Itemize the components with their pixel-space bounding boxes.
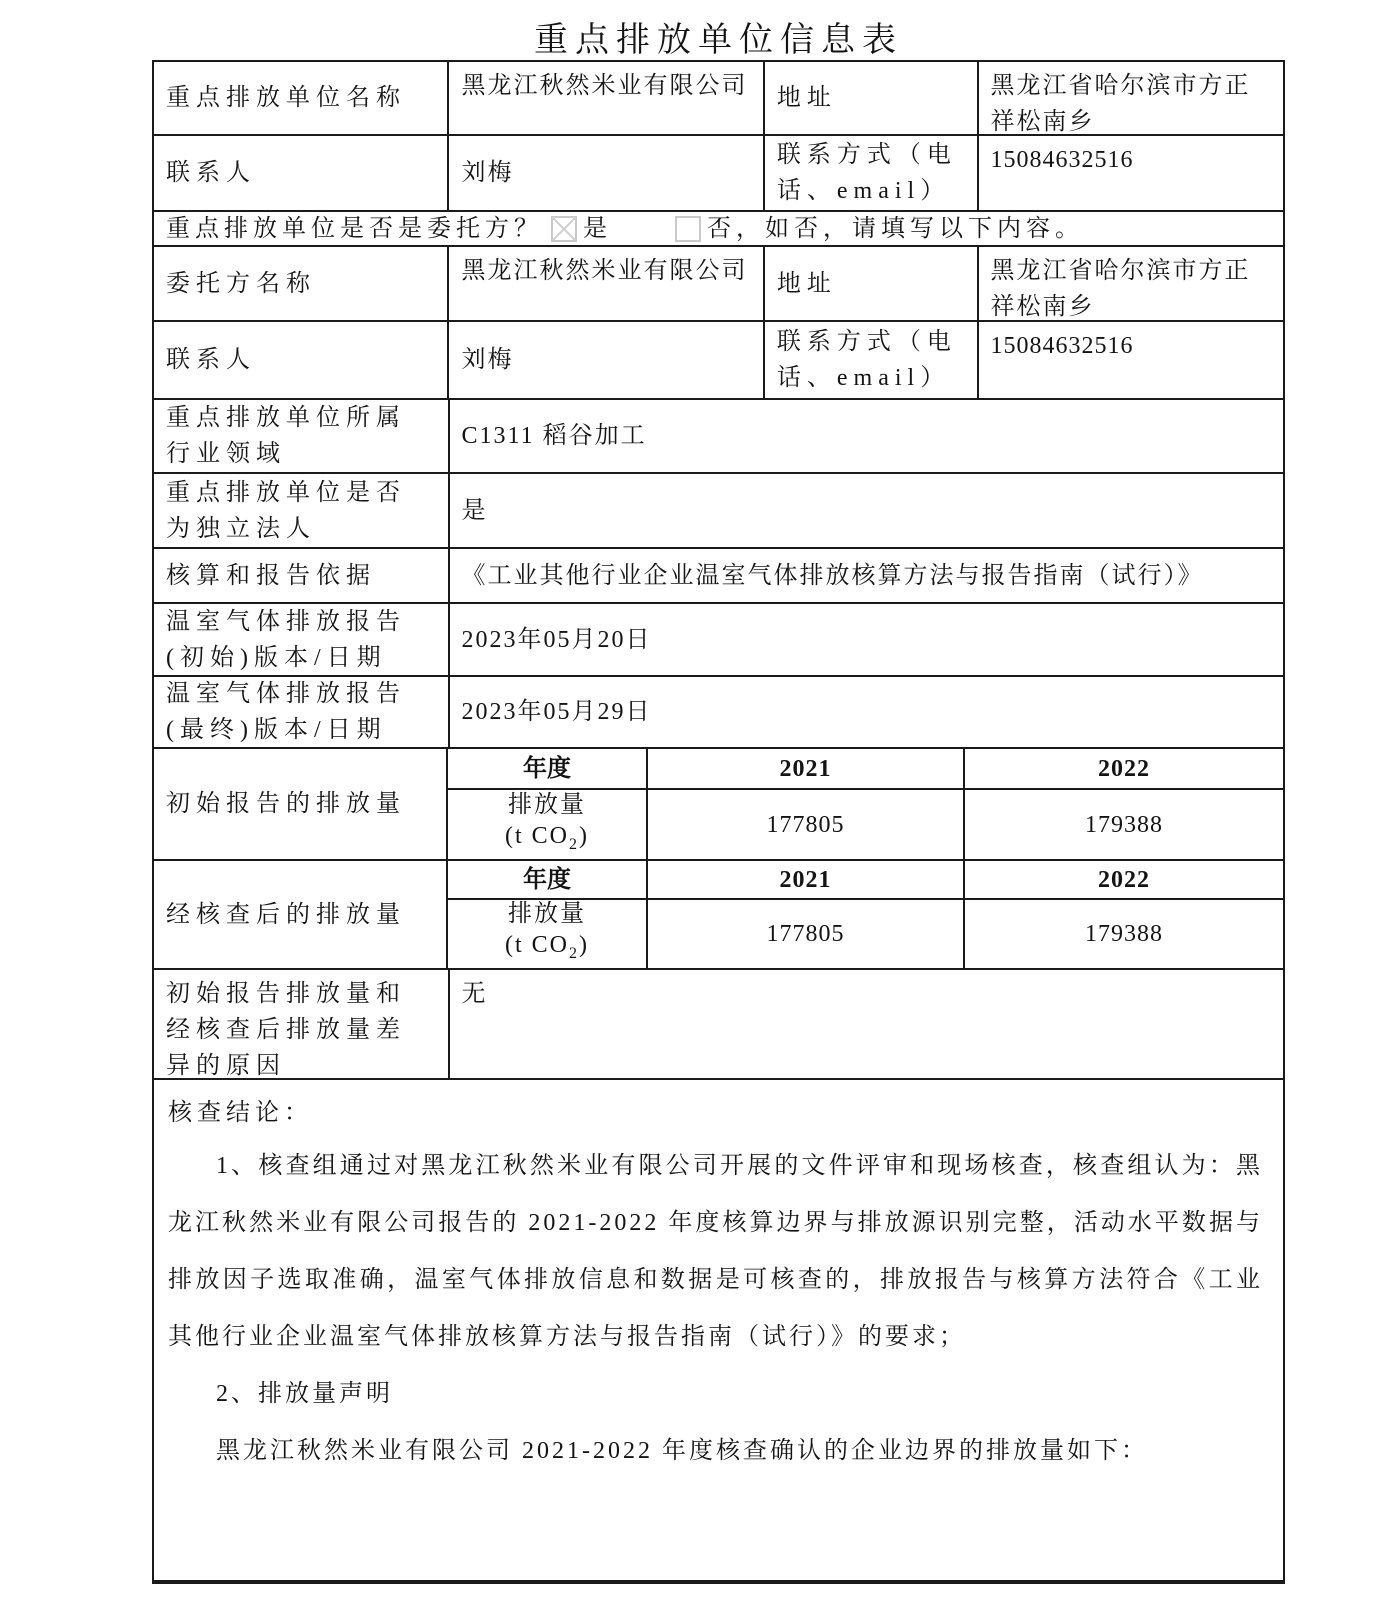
amount-label: 排放量	[508, 901, 586, 928]
table-row	[154, 970, 1285, 1080]
client-contact-method-label: 联系方式（电话、email）	[765, 322, 979, 400]
unit-address-label: 地址	[765, 62, 979, 136]
industry-label: 重点排放单位所属行业领域	[154, 400, 450, 474]
unit-name-label: 重点排放单位名称	[154, 62, 449, 136]
initial-emissions-2021: 177805	[648, 790, 965, 861]
table-row	[154, 474, 1285, 549]
year-2021-header: 2021	[648, 749, 965, 790]
table-row	[154, 322, 1285, 400]
client-address-value: 黑龙江省哈尔滨市方正祥松南乡	[979, 247, 1285, 322]
table-row	[154, 247, 1285, 322]
industry-value: C1311 稻谷加工	[450, 400, 1286, 474]
amount-label: 排放量	[508, 791, 586, 818]
amount-row	[448, 790, 1285, 861]
client-address-label: 地址	[765, 247, 979, 322]
info-table	[152, 60, 1285, 1584]
unit-contact-label: 联系人	[154, 136, 449, 212]
verified-emissions-2022: 179388	[965, 900, 1285, 970]
client-name-value: 黑龙江秋然米业有限公司	[449, 247, 764, 322]
report-final-label: 温室气体排放报告(最终)版本/日期	[154, 677, 450, 749]
conclusion-heading: 核查结论：	[168, 1100, 313, 1126]
amount-header	[448, 900, 648, 970]
amount-unit: (t $CO_2$)	[505, 822, 589, 853]
table-row	[154, 400, 1285, 474]
year-header: 年度	[448, 861, 648, 900]
legal-person-label: 重点排放单位是否为独立法人	[154, 474, 450, 549]
table-row	[154, 749, 1285, 861]
difference-value: 无	[450, 970, 1286, 1080]
amount-row	[448, 900, 1285, 970]
conclusion-cell	[154, 1080, 1285, 1580]
legal-person-value: 是	[450, 474, 1286, 549]
initial-emissions-2022: 179388	[965, 790, 1285, 861]
initial-emissions-label: 初始报告的排放量	[154, 749, 448, 861]
table-row	[154, 62, 1285, 136]
basis-label: 核算和报告依据	[154, 549, 450, 604]
difference-label: 初始报告排放量和经核查后排放量差异的原因	[154, 970, 450, 1080]
verified-emissions-label: 经核查后的排放量	[154, 861, 448, 970]
table-row	[154, 604, 1285, 677]
unit-address-value: 黑龙江省哈尔滨市方正祥松南乡	[979, 62, 1285, 136]
amount-header	[448, 790, 648, 861]
unit-phone-value: 15084632516	[979, 136, 1285, 212]
year-2022-header: 2022	[965, 749, 1285, 790]
year-2021-header: 2021	[648, 861, 965, 900]
unit-contact-method-label: 联系方式（电话、email）	[765, 136, 979, 212]
basis-value: 《工业其他行业企业温室气体排放核算方法与报告指南（试行）》	[450, 549, 1286, 604]
client-contact-value: 刘梅	[449, 322, 764, 400]
client-question-text: 重点排放单位是否是委托方？	[166, 215, 543, 242]
client-contact-label: 联系人	[154, 322, 449, 400]
conclusion-paragraph-3: 黑龙江秋然米业有限公司 2021-2022 年度核查确认的企业边界的排放量如下：	[216, 1438, 1148, 1464]
table-row	[154, 1080, 1285, 1580]
client-name-label: 委托方名称	[154, 247, 449, 322]
report-initial-value: 2023年05月20日	[450, 604, 1286, 677]
conclusion-paragraph-2: 2、排放量声明	[216, 1381, 393, 1407]
report-initial-label: 温室气体排放报告(初始)版本/日期	[154, 604, 450, 677]
table-row	[154, 677, 1285, 749]
year-2022-header: 2022	[965, 861, 1285, 900]
unit-name-value: 黑龙江秋然米业有限公司	[449, 62, 764, 136]
page-title: 重点排放单位信息表	[534, 22, 903, 59]
year-header: 年度	[448, 749, 648, 790]
yes-label: 是	[583, 215, 612, 242]
no-label: 否，如否，请填写以下内容。	[707, 215, 1084, 242]
initial-emissions-subtable	[448, 749, 1285, 861]
client-question-cell	[154, 212, 1285, 247]
yes-checkbox[interactable]	[551, 216, 577, 242]
table-row	[154, 136, 1285, 212]
unit-contact-value: 刘梅	[449, 136, 764, 212]
table-row	[154, 212, 1285, 247]
table-row	[154, 861, 1285, 970]
year-header-row	[448, 861, 1285, 900]
no-checkbox[interactable]	[675, 216, 701, 242]
verified-emissions-2021: 177805	[648, 900, 965, 970]
verified-emissions-subtable	[448, 861, 1285, 970]
table-row	[154, 549, 1285, 604]
client-phone-value: 15084632516	[979, 322, 1285, 400]
year-header-row	[448, 749, 1285, 790]
conclusion-paragraph-1: 1、核查组通过对黑龙江秋然米业有限公司开展的文件评审和现场核查，核查组认为：黑龙江秋然米业有限公司报告的 2021-2022 年度核算边界与排放源识别完整，活动水平数据与排放因子选取准确，温室气体排放信息和数据是可核查的，排放报告与核算方法符合《工业其他行业企业温室气体排放核算方法与报告指南（试行）》的要求；	[168, 1153, 1263, 1350]
amount-unit: (t $CO_2$)	[505, 932, 589, 962]
report-final-value: 2023年05月29日	[450, 677, 1286, 749]
